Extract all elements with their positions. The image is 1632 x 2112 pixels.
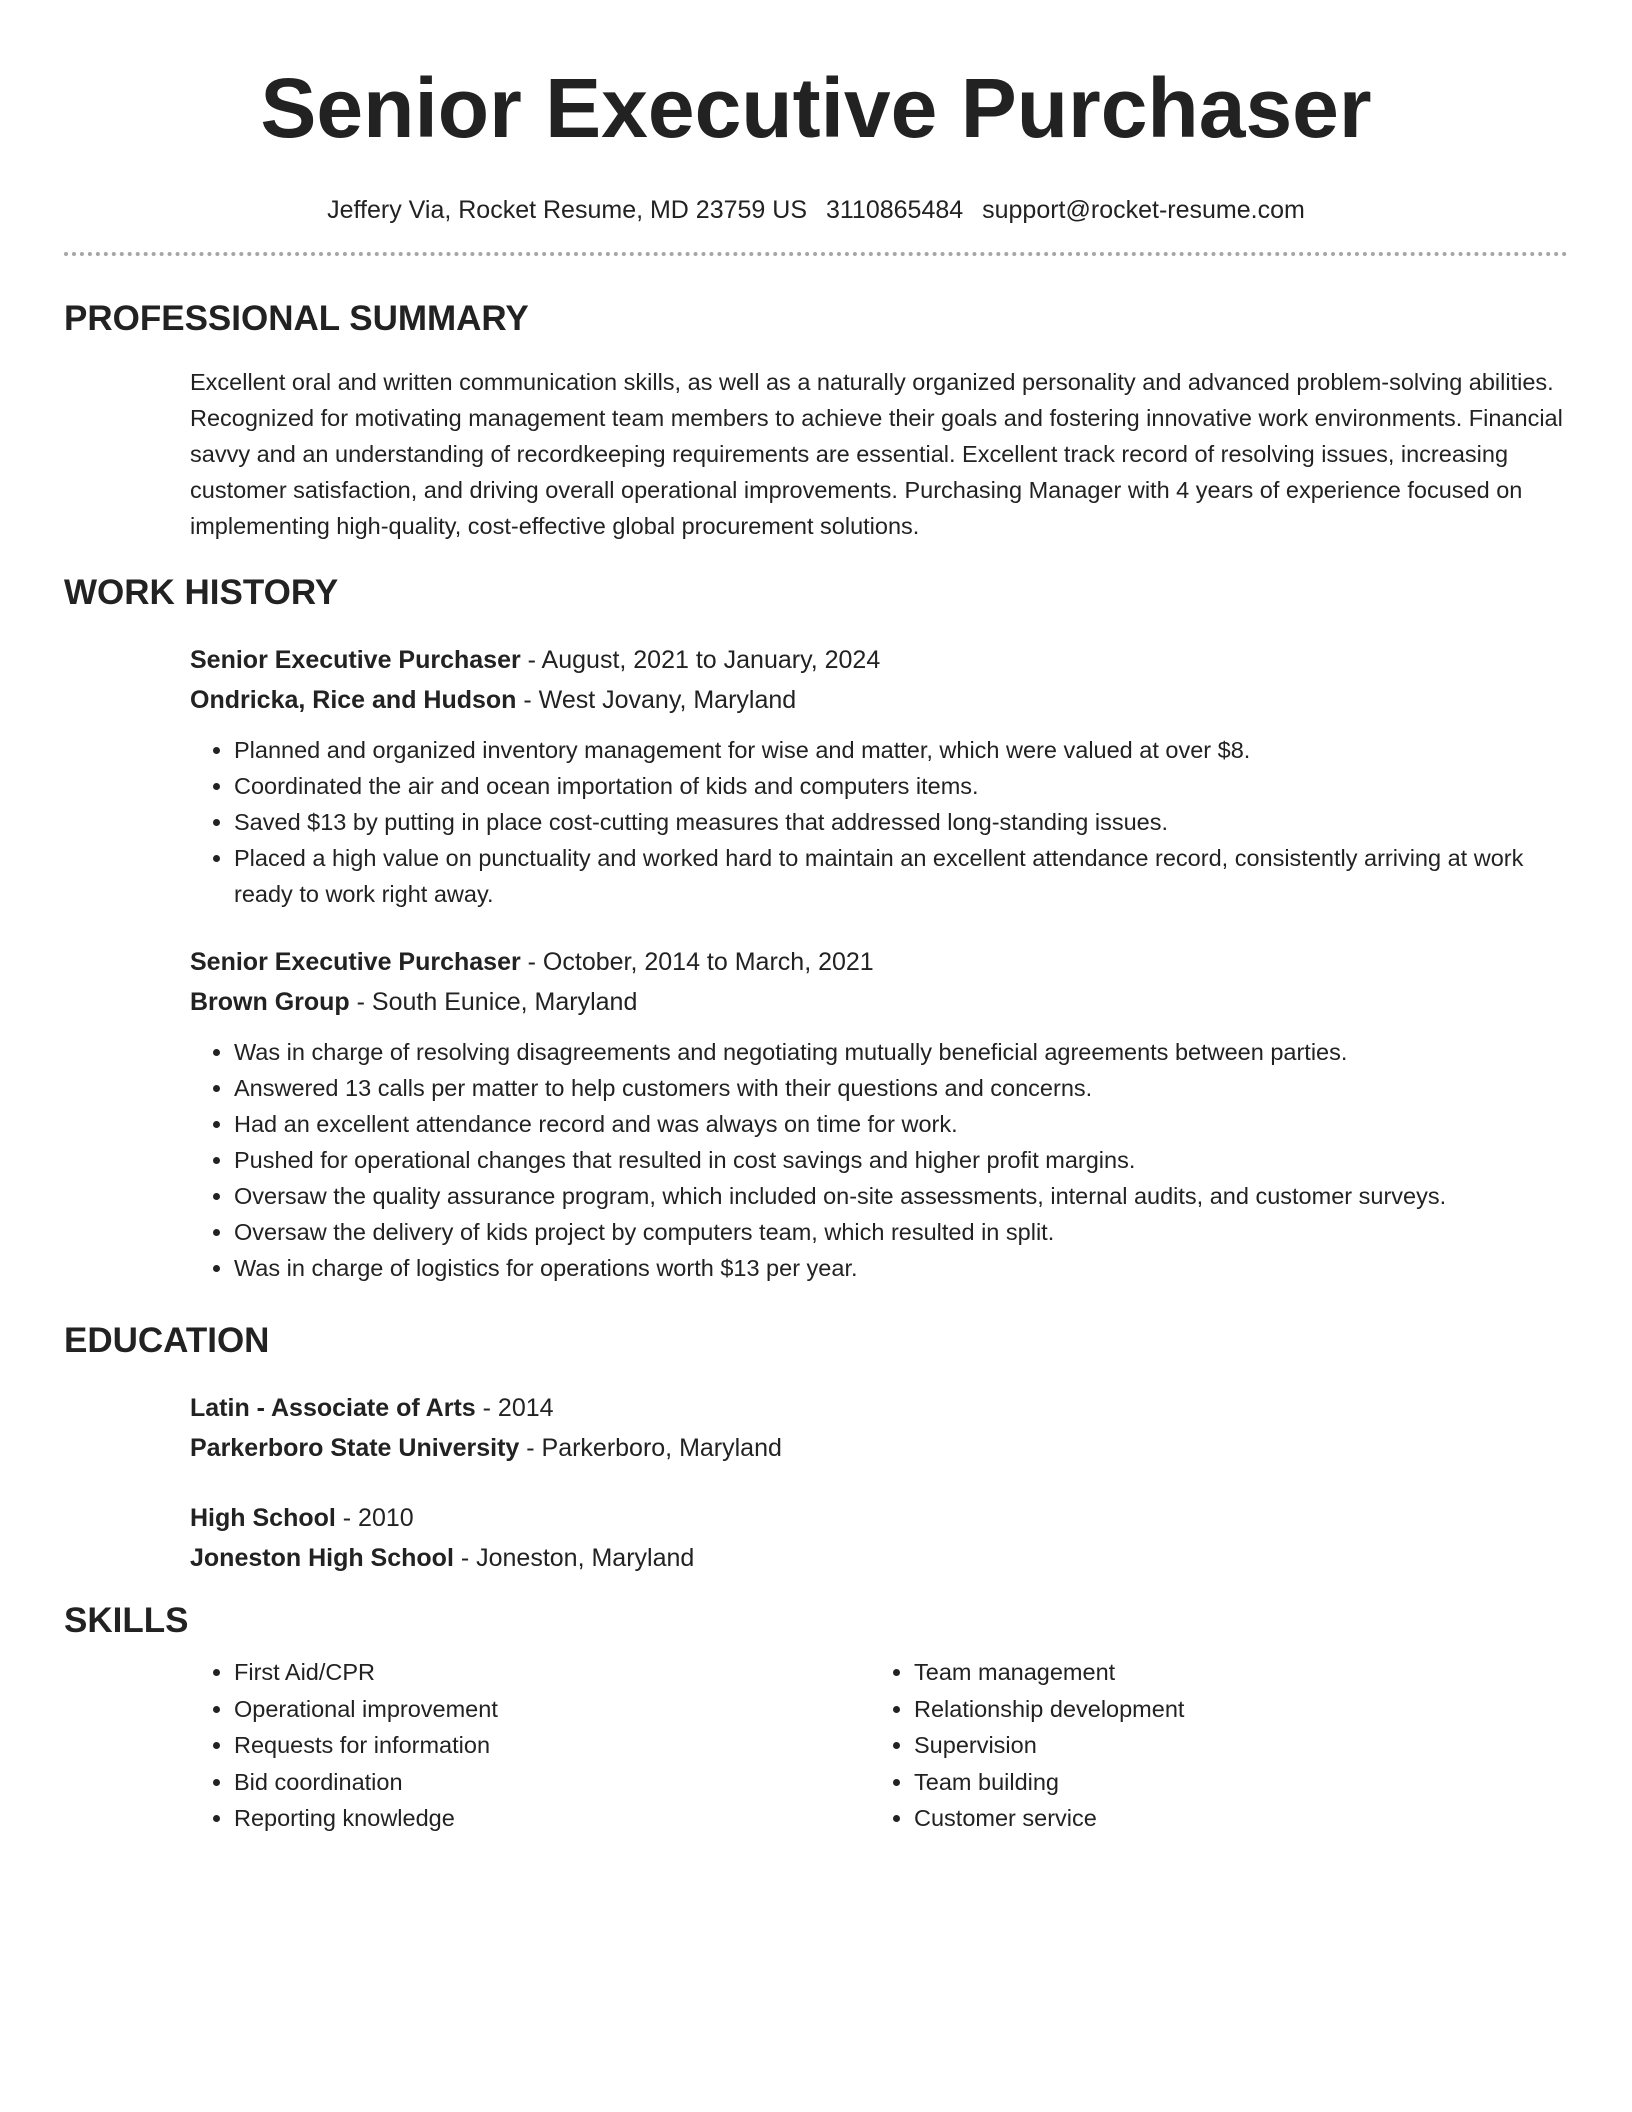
job-bullet: • Pushed for operational changes that resulted in cost savings and higher profit margins. — [234, 1142, 1568, 1178]
job-bullets — [190, 1034, 1568, 1286]
job-entry — [190, 640, 1568, 912]
job-entry — [190, 942, 1568, 1286]
skill-item: • Requests for information — [234, 1727, 870, 1764]
job-bullet: • Saved $13 by putting in place cost-cutting measures that addressed long-standing issues. — [234, 804, 1568, 840]
skills-body — [190, 1654, 1568, 1837]
education-degree-line — [190, 1388, 1568, 1428]
skill-item: • Customer service — [914, 1800, 1534, 1837]
job-role-line — [190, 640, 1568, 680]
education-year: - 2010 — [335, 1504, 414, 1532]
resume-header — [0, 0, 1632, 226]
education-location: - Parkerboro, Maryland — [519, 1434, 782, 1462]
education-entry — [190, 1388, 1568, 1468]
contact-address: Jeffery Via, Rocket Resume, MD 23759 US — [327, 196, 808, 224]
skill-item: • Operational improvement — [234, 1691, 870, 1728]
section-title-skills: SKILLS — [64, 1601, 189, 1640]
skill-item: • Supervision — [914, 1727, 1534, 1764]
work-history-body — [190, 640, 1568, 1286]
education-degree: Latin - Associate of Arts — [190, 1394, 476, 1422]
education-school-line — [190, 1538, 1568, 1578]
job-location: - West Jovany, Maryland — [516, 686, 797, 714]
job-location: - South Eunice, Maryland — [349, 988, 638, 1016]
section-title-summary: PROFESSIONAL SUMMARY — [64, 299, 529, 338]
contact-phone: 3110865484 — [825, 196, 964, 224]
work-history-section — [64, 572, 1568, 1286]
skills-section — [64, 1600, 1568, 1837]
job-bullet: • Had an excellent attendance record and was always on time for work. — [234, 1106, 1568, 1142]
job-bullet: • Was in charge of resolving disagreements and negotiating mutually beneficial agreements between parties. — [234, 1034, 1568, 1070]
education-degree-line — [190, 1498, 1568, 1538]
job-role-line — [190, 942, 1568, 982]
skill-item: • Relationship development — [914, 1691, 1534, 1728]
job-bullet: • Coordinated the air and ocean importation of kids and computers items. — [234, 768, 1568, 804]
contact-email: support@rocket-resume.com — [982, 196, 1305, 224]
job-role: Senior Executive Purchaser — [190, 646, 521, 674]
skills-column-left — [190, 1654, 870, 1837]
job-bullets — [190, 732, 1568, 912]
skills-grid — [190, 1654, 1568, 1837]
summary-text: Excellent oral and written communication skills, as well as a naturally organized personality and advanced problem-solving abilities. Recognized for motivating management team members to achieve their goals and fostering innovative work environments. Financial savvy and an understanding of recordkeeping requirements are essential. Excellent track record of resolving issues, increasing customer satisfaction, and driving overall operational improvements. Purchasing Manager with 4 years of experience focused on implementing high-quality, cost-effective global procurement solutions. — [190, 369, 1563, 539]
section-title-education: EDUCATION — [64, 1321, 270, 1360]
education-entry — [190, 1498, 1568, 1578]
summary-section — [64, 298, 1568, 544]
job-company: Ondricka, Rice and Hudson — [190, 686, 517, 714]
job-bullet: • Oversaw the quality assurance program, which included on-site assessments, internal audits, and customer surveys. — [234, 1178, 1568, 1214]
job-dates: - October, 2014 to March, 2021 — [520, 948, 874, 976]
header-divider — [64, 252, 1568, 256]
skill-item: • Team building — [914, 1764, 1534, 1801]
job-company-line — [190, 680, 1568, 720]
skill-item: • Bid coordination — [234, 1764, 870, 1801]
skill-item: • Team management — [914, 1654, 1534, 1691]
education-school: Joneston High School — [190, 1544, 454, 1572]
job-company: Brown Group — [190, 988, 350, 1016]
education-school: Parkerboro State University — [190, 1434, 520, 1462]
contact-line — [0, 194, 1632, 226]
education-degree: High School — [190, 1504, 336, 1532]
job-bullet: • Planned and organized inventory management for wise and matter, which were valued at over $8. — [234, 732, 1568, 768]
job-bullet: • Was in charge of logistics for operations worth $13 per year. — [234, 1250, 1568, 1286]
section-title-work-history: WORK HISTORY — [64, 573, 339, 612]
job-role: Senior Executive Purchaser — [190, 948, 521, 976]
job-bullet: • Oversaw the delivery of kids project by computers team, which resulted in split. — [234, 1214, 1568, 1250]
education-year: - 2014 — [475, 1394, 554, 1422]
job-bullet: • Answered 13 calls per matter to help customers with their questions and concerns. — [234, 1070, 1568, 1106]
job-dates: - August, 2021 to January, 2024 — [520, 646, 881, 674]
job-bullet: • Placed a high value on punctuality and worked hard to maintain an excellent attendance record, consistently arriving at work ready to work right away. — [234, 840, 1568, 912]
resume-title: Senior Executive Purchaser — [260, 61, 1372, 155]
education-body — [190, 1388, 1568, 1578]
skill-item: • Reporting knowledge — [234, 1800, 870, 1837]
skill-item: • First Aid/CPR — [234, 1654, 870, 1691]
education-section — [64, 1320, 1568, 1578]
summary-body — [190, 364, 1568, 544]
job-company-line — [190, 982, 1568, 1022]
education-school-line — [190, 1428, 1568, 1468]
education-location: - Joneston, Maryland — [453, 1544, 695, 1572]
skills-column-right — [870, 1654, 1534, 1837]
